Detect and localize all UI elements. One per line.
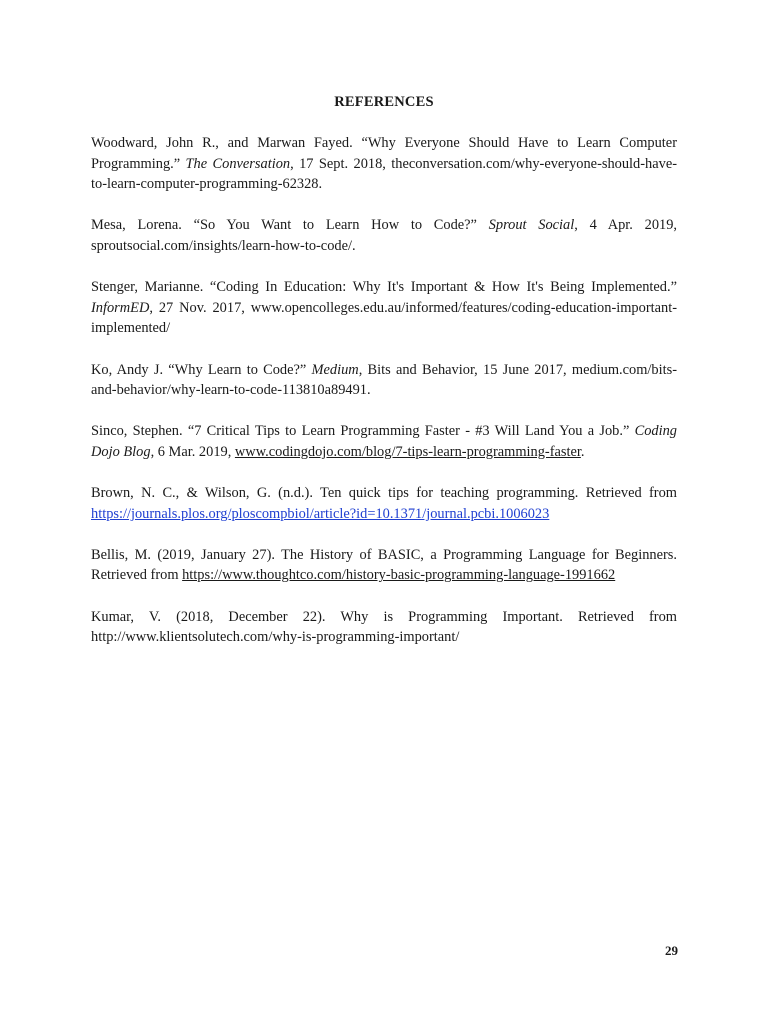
reference-kumar xyxy=(91,607,677,648)
reference-url-link[interactable]: https://www.thoughtco.com/history-basic-programming-language-1991662 xyxy=(182,567,616,584)
reference-text: , Bits and Behavior, 15 June 2017, medium.com/bits-and-behavior/why-learn-to-code-113810a89491. xyxy=(91,361,677,399)
reference-source: The Conversation xyxy=(185,155,291,172)
reference-text: , 4 Apr. 2019, sproutsocial.com/insights/learn-how-to-code/. xyxy=(91,217,677,254)
reference-text: Woodward, John R., and Marwan Fayed. “Why Everyone Should Have to Learn Computer Programming.” xyxy=(91,135,677,172)
reference-source: InformED xyxy=(91,299,150,316)
reference-woodward xyxy=(91,133,677,195)
reference-stenger xyxy=(91,277,677,339)
reference-sinco xyxy=(91,421,677,462)
reference-text: Ko, Andy J. “Why Learn to Code?” xyxy=(91,361,312,378)
page-number: 29 xyxy=(665,943,678,958)
reference-text: Sinco, Stephen. “7 Critical Tips to Learn Programming Faster - #3 Will Land You a Job.” xyxy=(91,423,635,440)
reference-source: Sprout Social xyxy=(488,217,575,234)
reference-text: Stenger, Marianne. “Coding In Education: Why It's Important & How It's Being Implemented.” xyxy=(91,279,677,296)
reference-url-link[interactable]: https://journals.plos.org/ploscompbiol/article?id=10.1371/journal.pcbi.1006023 xyxy=(91,505,550,522)
reference-source: Coding Dojo Blog xyxy=(91,423,677,460)
reference-source: Medium xyxy=(311,361,359,378)
reference-text: , 17 Sept. 2018, theconversation.com/why-everyone-should-have-to-learn-computer-programming-62328. xyxy=(91,155,677,193)
reference-text: Kumar, V. (2018, December 22). Why is Programming Important. Retrieved from http://www.klientsolutech.com/why-is-programming-important/ xyxy=(91,608,677,646)
reference-text: Bellis, M. (2019, January 27). The History of BASIC, a Programming Language for Beginners. Retrieved from xyxy=(91,546,677,584)
reference-url-link[interactable]: www.codingdojo.com/blog/7-tips-learn-programming-faster xyxy=(234,443,581,460)
references-heading: REFERENCES xyxy=(334,94,434,110)
reference-text: Mesa, Lorena. “So You Want to Learn How to Code?” xyxy=(91,217,489,234)
reference-list xyxy=(91,133,677,668)
reference-mesa xyxy=(91,215,677,256)
reference-text: , 27 Nov. 2017, www.opencolleges.edu.au/informed/features/coding-education-important-implemented/ xyxy=(91,299,677,337)
reference-ko xyxy=(91,360,677,401)
reference-text: . xyxy=(580,443,585,460)
reference-text: , 6 Mar. 2019, xyxy=(150,443,235,460)
reference-brown xyxy=(91,483,677,524)
reference-text: Brown, N. C., & Wilson, G. (n.d.). Ten quick tips for teaching programming. Retrieved from xyxy=(91,485,677,502)
reference-bellis xyxy=(91,545,677,586)
